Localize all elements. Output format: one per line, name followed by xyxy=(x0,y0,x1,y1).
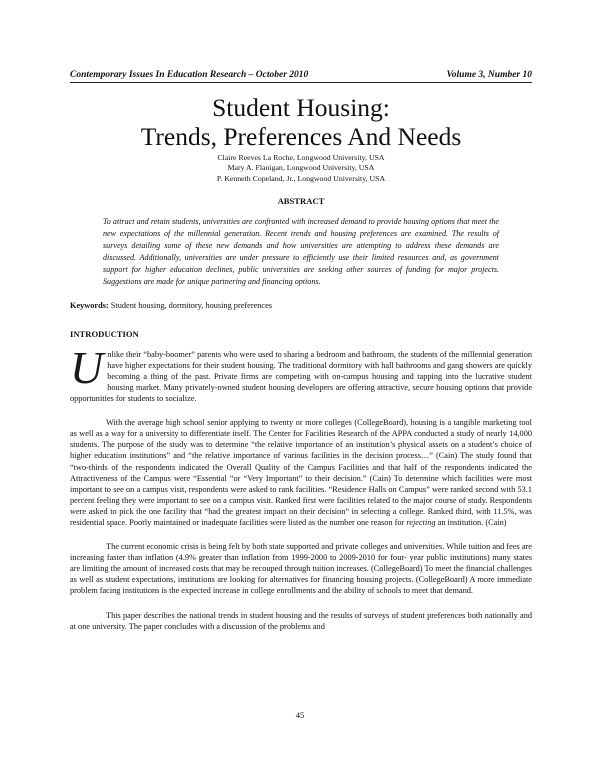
running-header xyxy=(70,70,532,83)
section-heading-introduction: INTRODUCTION xyxy=(70,328,139,339)
keywords-text: Student housing, dormitory, housing preferences xyxy=(110,300,273,310)
keywords-label: Keywords: xyxy=(70,300,109,310)
intro-paragraph-4: This paper describes the national trends in student housing and the results of surveys of student preferences both nationally and at one university. The paper concludes with a discussion of the problems and xyxy=(70,610,532,631)
title-line-2: Trends, Preferences And Needs xyxy=(140,122,462,151)
author-3: P. Kenneth Copeland, Jr., Longwood University, USA xyxy=(216,173,386,183)
author-1: Claire Reeves La Roche, Longwood University, USA xyxy=(217,153,385,162)
abstract-heading: ABSTRACT xyxy=(277,196,325,207)
intro-paragraph-1-text: nlike their “baby-boomer” parents who were used to sharing a bedroom and bathroom, the students of the millennial generation have higher expectations for their student housing. The traditional dormitory with hall bathrooms and gang showers are quickly becoming a thing of the past. Private firms are competing with on-campus housing and tapping into the lucrative student housing market. Many privately-owned student housing developers are offering attractive, secure housing options that provide opportunities for students to socialize. xyxy=(70,349,532,404)
volume-number: Volume 3, Number 10 xyxy=(446,70,532,80)
intro-paragraph-2-tail: an institution. (Cain) xyxy=(437,517,507,527)
author-list xyxy=(70,153,532,184)
emphasis-rejecting: rejecting xyxy=(406,517,436,527)
intro-paragraph-3: The current economic crisis is being felt by both state supported and private colleges and universities. While tuition and fees are increasing faster than inflation (4.9% greater than inflation from 1999-2000 to 2009-2010 for four- year public institutions) many states are limiting the amount of increased costs that may be recouped through tuition increases. (CollegeBoard) To meet the financial challenges as well as student expectations, institutions are looking for alternatives for financing housing projects. (CollegeBoard) A more immediate problem facing institutions is the expected increase in college enrollments and the ability of schools to meet that demand. xyxy=(70,542,532,596)
title-line-1: Student Housing: xyxy=(212,93,390,122)
journal-name: Contemporary Issues In Education Research – October 2010 xyxy=(70,70,309,80)
intro-paragraph-2 xyxy=(70,417,532,528)
page-number: 45 xyxy=(295,710,305,720)
page xyxy=(70,70,532,632)
abstract-body: To attract and retain students, universities are confronted with increased demand to provide housing options that meet the new expectations of the millennial generation. Recent trends and housing preferences are examined. The results of surveys detailing some of these new demands and how universities are attempting to address these demands are discussed. Additionally, universities are under pressure to efficiently use their limited resources and, as government support for higher education declines, public universities are seeking other sources of funding for major projects. Suggestions are made for unique partnering and financing options. xyxy=(103,217,499,286)
drop-cap: U xyxy=(70,341,104,393)
paper-title xyxy=(70,93,532,151)
keywords xyxy=(70,301,532,310)
intro-paragraph-1 xyxy=(70,341,532,404)
intro-paragraph-2-text: With the average high school senior applying to twenty or more colleges (CollegeBoard), housing is a tangible marketing tool as well as a way for a university to differentiate itself. The Center for Facilities Research of the APPA conducted a study of nearly 14,000 students. The purpose of the study was to determine “the relative importance of an institution’s physical assets on a student’s choice of higher education institutions” and “the relative importance of various facilities in the decision process…” (Cain) The study found that “two-thirds of the respondents indicated the Overall Quality of the Campus Facilities and that half of the respondents indicated the Attractiveness of the Campus were “Essential “or “Very Important” to their decision.” (Cain) To determine which facilities were most important to see on a campus visit, respondents were asked to rank facilities. “Residence Halls on Campus” were ranked second with 53.1 percent feeling they were important to see on a campus visit. Ranked first were facilities related to the major course of study. Respondents were asked to pick the one facility that “had the greatest impact on their decision” in selecting a college. Ranked third, with 11.5%, was residential space. Poorly maintained or inadequate facilities were listed as the number one reason for xyxy=(70,418,532,527)
author-2: Mary A. Flanigan, Longwood University, USA xyxy=(227,163,375,173)
